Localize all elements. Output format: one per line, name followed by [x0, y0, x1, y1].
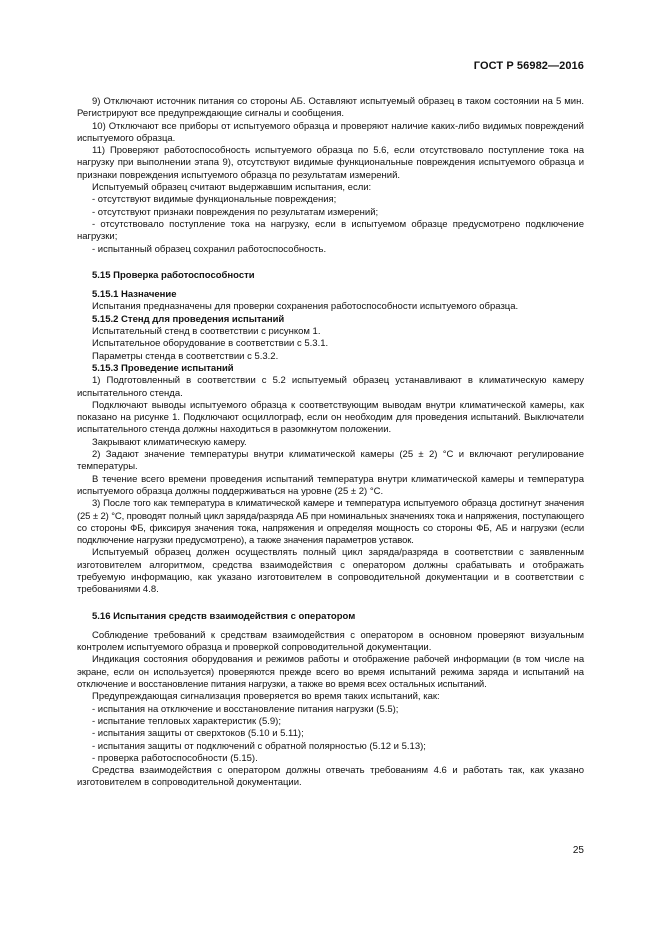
paragraph-operator-2: Индикация состояния оборудования и режимов работы и отображение рабочей информации (в том числе на экране, если он используется) проверяются прежде всего во время испытаний режима заряда и испытаний на отключение и восстановление питания нагрузки, а также во время всех остальных испытаний.	[77, 654, 584, 691]
paragraph-test-cycle: Испытуемый образец должен осуществлять полный цикл заряда/разряда в соответствии с заявленным изготовителем алгоритмом, средства взаимодействия с оператором должны срабатывать и отображать требуемую информацию, как указано изготовителем в сопроводительной документации и в соответствии с требованиями 4.8.	[77, 547, 584, 596]
paragraph-purpose: Испытания предназначены для проверки сохранения работоспособности испытуемого образца.	[92, 301, 519, 313]
paragraph-test-connect: Подключают выводы испытуемого образца к соответствующим выводам внутри климатической камеры, как показано на рисунке 1. Подключают осциллограф, если он необходим для проведения испытаний. Выключатели испытательного стенда должны находиться в разомкнутом положении.	[77, 399, 584, 436]
list-item: - отсутствуют видимые функциональные повреждения;	[92, 194, 337, 206]
paragraph-test-1: 1) Подготовленный в соответствии с 5.2 испытуемый образец устанавливают в климатическую камеру испытательного стенда.	[77, 375, 584, 399]
paragraph-stand-line: Испытательный стенд в соответствии с рисунком 1.	[92, 326, 321, 338]
paragraph-stand-line: Параметры стенда в соответствии с 5.3.2.	[92, 350, 279, 362]
paragraph-pass-criteria: Испытуемый образец считают выдержавшим испытания, если:	[92, 182, 372, 194]
paragraph-step-9: 9) Отключают источник питания со стороны АБ. Оставляют испытуемый образец в таком состоянии на 5 мин. Регистрируют все предупреждающие сигналы и сообщения.	[77, 96, 584, 120]
paragraph-test-temperature: В течение всего времени проведения испытаний температура внутри климатической камеры и температура испытуемого образца должны поддерживаться на уровне (25 ± 2) °С.	[77, 473, 584, 497]
section-title-5-16: 5.16 Испытания средств взаимодействия с оператором	[92, 610, 356, 622]
paragraph-operator-3: Предупреждающая сигнализация проверяется во время таких испытаний, как:	[92, 691, 440, 703]
subsection-title-5-15-3: 5.15.3 Проведение испытаний	[92, 362, 234, 374]
list-item: - проверка работоспособности (5.15).	[92, 752, 258, 764]
page-number: 25	[572, 845, 584, 856]
list-item: - испытания защиты от подключений с обратной полярностью (5.12 и 5.13);	[92, 740, 426, 752]
document-body	[77, 96, 584, 790]
list-item: - испытание тепловых характеристик (5.9);	[92, 715, 281, 727]
paragraph-test-3: 3) После того как температура в климатической камере и температура испытуемого образца достигнут значения (25 ± 2) °С, проводят полный цикл заряда/разряда АБ при номинальных значениях тока и напряжения, поступающего со стороны ФБ, фиксируя значения тока, напряжения и определяя мощность со стороны ФБ, АБ и нагрузки (если подключение нагрузки предусмотрено), а также значения параметров уставок.	[77, 498, 584, 547]
paragraph-stand-line: Испытательное оборудование в соответствии с 5.3.1.	[92, 338, 329, 350]
list-item: - испытанный образец сохранил работоспособность.	[92, 243, 327, 255]
list-item: - испытания на отключение и восстановление питания нагрузки (5.5);	[92, 703, 399, 715]
paragraph-operator-1: Соблюдение требований к средствам взаимодействия с оператором в основном проверяют визуальным контролем испытуемого образца и проверкой сопроводительной документации.	[77, 629, 584, 654]
list-item: - испытания защиты от сверхтоков (5.10 и 5.11);	[92, 728, 304, 740]
list-item: - отсутствовало поступление тока на нагрузку, если в испытуемом образце предусмотрено подключение нагрузки;	[77, 218, 584, 243]
paragraph-test-close: Закрывают климатическую камеру.	[92, 436, 247, 448]
paragraph-test-2: 2) Задают значение температуры внутри климатической камеры (25 ± 2) °С и включают регулирование температуры.	[77, 449, 584, 473]
section-title-5-15: 5.15 Проверка работоспособности	[92, 269, 255, 281]
document-header-id: ГОСТ Р 56982—2016	[473, 60, 584, 72]
subsection-title-5-15-1: 5.15.1 Назначение	[92, 289, 177, 301]
subsection-title-5-15-2: 5.15.2 Стенд для проведения испытаний	[92, 313, 285, 325]
list-item: - отсутствуют признаки повреждения по результатам измерений;	[92, 206, 379, 218]
paragraph-step-11: 11) Проверяют работоспособность испытуемого образца по 5.6, если отсутствовало поступление тока на нагрузку при выполнении этапа 9), отсутствуют видимые функциональные повреждения испытуемого образца и признаки повреждения испытуемого образца по результатам измерений.	[77, 145, 584, 181]
paragraph-step-10: 10) Отключают все приборы от испытуемого образца и проверяют наличие каких-либо видимых повреждений испытуемого образца.	[77, 120, 584, 144]
paragraph-operator-4: Средства взаимодействия с оператором должны отвечать требованиям 4.6 и работать так, как указано изготовителем в сопроводительной документации.	[77, 765, 584, 789]
